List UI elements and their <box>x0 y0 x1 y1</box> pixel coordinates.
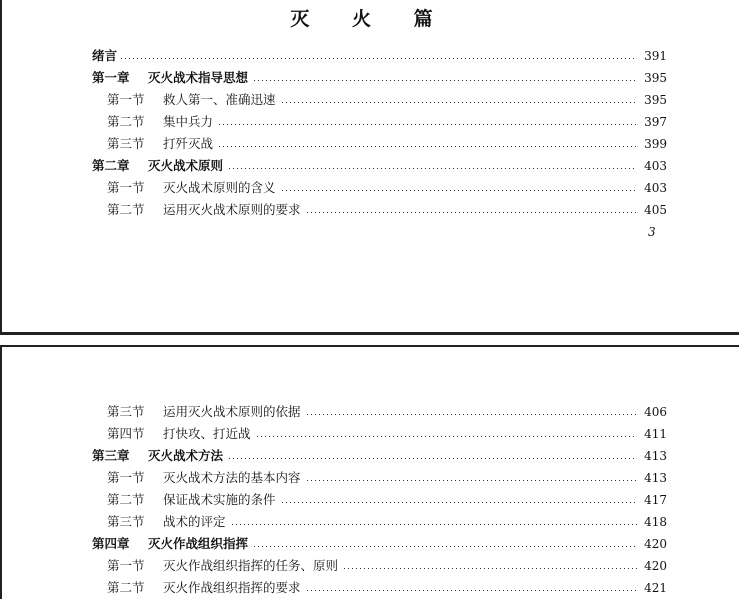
leader-dots <box>307 480 637 481</box>
toc-entry-title: 灭火战术原则的含义 <box>163 180 276 195</box>
toc-entry-number: 第二节 <box>107 114 145 129</box>
toc-entry-title: 保证战术实施的条件 <box>163 492 276 507</box>
toc-entry-number: 第一节 <box>107 470 145 485</box>
toc-page-number: 413 <box>644 471 667 485</box>
toc-entry-number: 第一章 <box>92 70 130 85</box>
leader-dots <box>229 168 637 169</box>
leader-dots <box>307 590 637 591</box>
toc-entry-number: 第三节 <box>107 404 145 419</box>
toc-entry-title: 运用灭火战术原则的依据 <box>163 404 301 419</box>
leader-dots <box>254 80 637 81</box>
leader-dots <box>219 146 637 147</box>
toc-entry-title: 灭火作战组织指挥的要求 <box>163 580 301 595</box>
toc-entry-title: 灭火战术原则 <box>148 158 224 173</box>
toc-entry-chapter[interactable] <box>92 446 667 466</box>
toc-entry-section[interactable] <box>107 90 667 110</box>
toc-entry-section[interactable] <box>107 200 667 220</box>
leader-dots <box>282 190 637 191</box>
toc-entry-number: 第二章 <box>92 158 130 173</box>
toc-entry-title: 灭火作战组织指挥 <box>148 536 249 551</box>
toc-page-number: 420 <box>644 537 667 551</box>
toc-entry-preface[interactable] <box>92 46 667 66</box>
toc-entry-chapter[interactable] <box>92 534 667 554</box>
toc-page-number: 420 <box>644 559 667 573</box>
toc-entry-section[interactable] <box>107 468 667 488</box>
toc-page-number: 403 <box>644 181 667 195</box>
toc-entry-title: 运用灭火战术原则的要求 <box>163 202 301 217</box>
toc-entry-number: 第一节 <box>107 180 145 195</box>
page-number-marker: 3 <box>648 225 656 239</box>
leader-dots <box>229 458 637 459</box>
toc-entry-number: 第一节 <box>107 92 145 107</box>
toc-entry-title: 打歼灭战 <box>163 136 214 151</box>
toc-page-number: 397 <box>644 115 667 129</box>
toc-entry-section[interactable] <box>107 556 667 576</box>
toc-entry-number: 第四节 <box>107 426 145 441</box>
toc-entry-title: 灭火战术指导思想 <box>148 70 249 85</box>
toc-page-number: 403 <box>644 159 667 173</box>
toc-entry-number: 第二节 <box>107 492 145 507</box>
toc-entry-title: 灭火作战组织指挥的任务、原则 <box>163 558 339 573</box>
toc-entry-section[interactable] <box>107 490 667 510</box>
toc-entry-section[interactable] <box>107 578 667 598</box>
toc-entry-section[interactable] <box>107 178 667 198</box>
toc-entry-number: 第一节 <box>107 558 145 573</box>
toc-entry-section[interactable] <box>107 402 667 422</box>
toc-entry-number: 第四章 <box>92 536 130 551</box>
toc-page-number: 418 <box>644 515 667 529</box>
toc-page-number: 399 <box>644 137 667 151</box>
toc-page-number: 395 <box>644 71 667 85</box>
toc-entry-number: 第三节 <box>107 514 145 529</box>
toc-entry-title: 战术的评定 <box>163 514 226 529</box>
toc-page-number: 405 <box>644 203 667 217</box>
toc-entry-title: 打快攻、打近战 <box>163 426 251 441</box>
leader-dots <box>257 436 637 437</box>
toc-entry-title: 集中兵力 <box>163 114 214 129</box>
toc-entry-section[interactable] <box>107 512 667 532</box>
toc-entry-number: 第二节 <box>107 202 145 217</box>
page-gap <box>0 335 739 345</box>
toc-page-number: 421 <box>644 581 667 595</box>
leader-dots <box>282 102 637 103</box>
section-title: 灭 火 篇 <box>290 8 451 30</box>
toc-page-number: 395 <box>644 93 667 107</box>
toc-entry-title: 救人第一、准确迅速 <box>163 92 276 107</box>
toc-entry-number: 绪言 <box>92 48 118 63</box>
toc-entry-chapter[interactable] <box>92 156 667 176</box>
toc-page-number: 413 <box>644 449 667 463</box>
toc-entry-section[interactable] <box>107 424 667 444</box>
toc-page-number: 417 <box>644 493 667 507</box>
leader-dots <box>307 414 637 415</box>
leader-dots <box>219 124 637 125</box>
toc-entry-title: 灭火战术方法的基本内容 <box>163 470 301 485</box>
toc-page-number: 411 <box>644 427 667 441</box>
leader-dots <box>307 212 637 213</box>
document-page-bottom <box>0 345 739 599</box>
leader-dots <box>344 568 637 569</box>
toc-entry-number: 第三章 <box>92 448 130 463</box>
toc-entry-section[interactable] <box>107 134 667 154</box>
leader-dots <box>121 58 637 59</box>
toc-entry-section[interactable] <box>107 112 667 132</box>
toc-page-number: 391 <box>644 49 667 63</box>
toc-page-number: 406 <box>644 405 667 419</box>
leader-dots <box>282 502 637 503</box>
leader-dots <box>254 546 637 547</box>
toc-entry-chapter[interactable] <box>92 68 667 88</box>
leader-dots <box>232 524 637 525</box>
toc-entry-title: 灭火战术方法 <box>148 448 224 463</box>
toc-entry-number: 第三节 <box>107 136 145 151</box>
toc-entry-number: 第二节 <box>107 580 145 595</box>
